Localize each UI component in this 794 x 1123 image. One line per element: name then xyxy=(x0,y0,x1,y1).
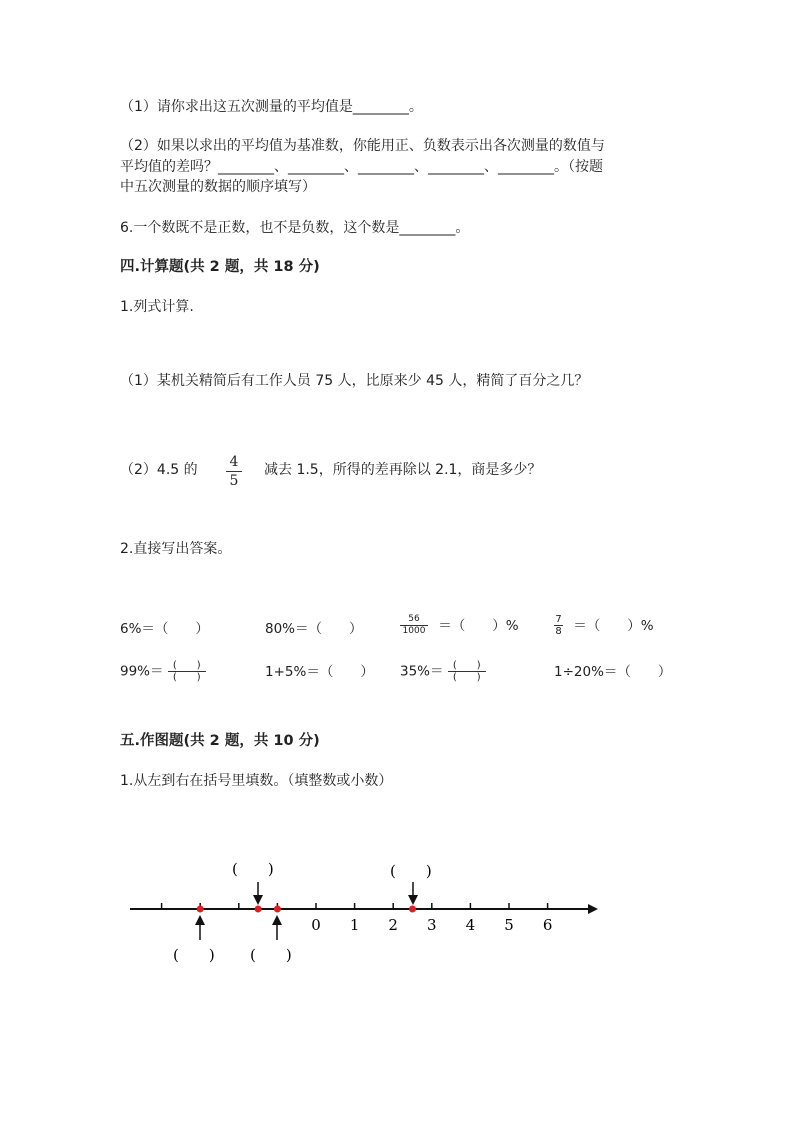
answer-1-plus-5-percent: 1+5%＝（ ） xyxy=(265,664,374,680)
answer-35-percent xyxy=(400,660,486,683)
fraction-denominator: 5 xyxy=(229,473,239,489)
fraction-numerator: 7 xyxy=(555,614,562,625)
number-line-label: 6 xyxy=(542,916,553,934)
s4-q1-title: 1.列式计算. xyxy=(120,299,194,315)
number-line-figure xyxy=(0,850,794,990)
fraction-blank xyxy=(448,660,486,683)
s4-q1-part2-prefix: （2）4.5 的 xyxy=(120,462,198,478)
q5-part2-line1: （2）如果以求出的平均值为基准数，你能用正、负数表示出各次测量的数值与 xyxy=(120,138,605,154)
s4-q2-title: 2.直接写出答案。 xyxy=(120,541,232,557)
number-line-label: 1 xyxy=(349,916,360,934)
answer-99-percent xyxy=(120,660,206,683)
fraction-7-8 xyxy=(554,614,563,637)
answer-text: ＝（ ）% xyxy=(573,617,654,634)
fraction-denominator: ( ) xyxy=(452,672,481,683)
down-arrow-head-icon xyxy=(408,895,418,905)
s4-q1-part2-suffix: 减去 1.5，所得的差再除以 2.1，商是多少？ xyxy=(264,462,542,478)
s5-q1-title: 1.从左到右在括号里填数。（填整数或小数） xyxy=(120,773,393,789)
number-line-point xyxy=(409,906,416,913)
down-arrow-head-icon xyxy=(253,895,263,905)
answer-7-over-8 xyxy=(554,614,654,637)
number-line-label: 3 xyxy=(427,916,437,934)
up-arrow-head-icon xyxy=(195,915,205,925)
answer-6-percent: 6%＝（ ） xyxy=(120,621,209,637)
section-5-heading: 五.作图题(共 2 题，共 10 分) xyxy=(120,733,320,749)
number-line-label: 4 xyxy=(465,916,476,934)
fraction-numerator: ( ) xyxy=(452,660,481,671)
top-blank: ( ) xyxy=(390,862,432,880)
number-line-point xyxy=(255,906,262,913)
fraction-numerator: 4 xyxy=(229,454,239,470)
q5-part2-line3: 中五次测量的数据的顺序填写） xyxy=(120,179,316,195)
answer-text: ＝（ ）% xyxy=(438,617,519,634)
fraction-56-1000 xyxy=(400,614,428,637)
number-line-arrow-icon xyxy=(588,904,598,914)
answer-text: 99%＝ xyxy=(120,663,164,680)
up-arrow-head-icon xyxy=(272,915,282,925)
s4-q1-part1: （1）某机关精简后有工作人员 75 人，比原来少 45 人，精简了百分之几？ xyxy=(120,373,589,389)
question-6: 6.一个数既不是正数，也不是负数，这个数是________。 xyxy=(120,220,470,236)
number-line-point xyxy=(197,906,204,913)
fraction-denominator: 8 xyxy=(555,626,562,637)
bottom-blank: ( ) xyxy=(173,946,215,964)
number-line-label: 2 xyxy=(388,916,398,934)
number-line-label: 5 xyxy=(504,916,514,934)
fraction-blank xyxy=(168,660,206,683)
number-line-point xyxy=(274,906,281,913)
section-4-heading: 四.计算题(共 2 题，共 18 分) xyxy=(120,259,320,275)
number-line-label: 0 xyxy=(311,916,321,934)
q5-part1: （1）请你求出这五次测量的平均值是________。 xyxy=(120,99,423,115)
s4-q1-part2-fraction xyxy=(226,455,242,488)
fraction-numerator: ( ) xyxy=(172,660,201,671)
bottom-blank: ( ) xyxy=(250,946,292,964)
answer-1-div-20-percent: 1÷20%＝（ ） xyxy=(554,664,672,680)
top-blank: ( ) xyxy=(232,860,274,878)
fraction-denominator: ( ) xyxy=(172,672,201,683)
fraction-numerator: 56 xyxy=(408,614,420,624)
answer-80-percent: 80%＝（ ） xyxy=(265,621,363,637)
answer-text: 35%＝ xyxy=(400,663,444,680)
q5-part2-line2: 平均值的差吗？________、________、________、________、________。（按题 xyxy=(120,159,603,175)
answer-56-over-1000 xyxy=(400,614,519,637)
fraction-denominator: 1000 xyxy=(402,626,426,636)
